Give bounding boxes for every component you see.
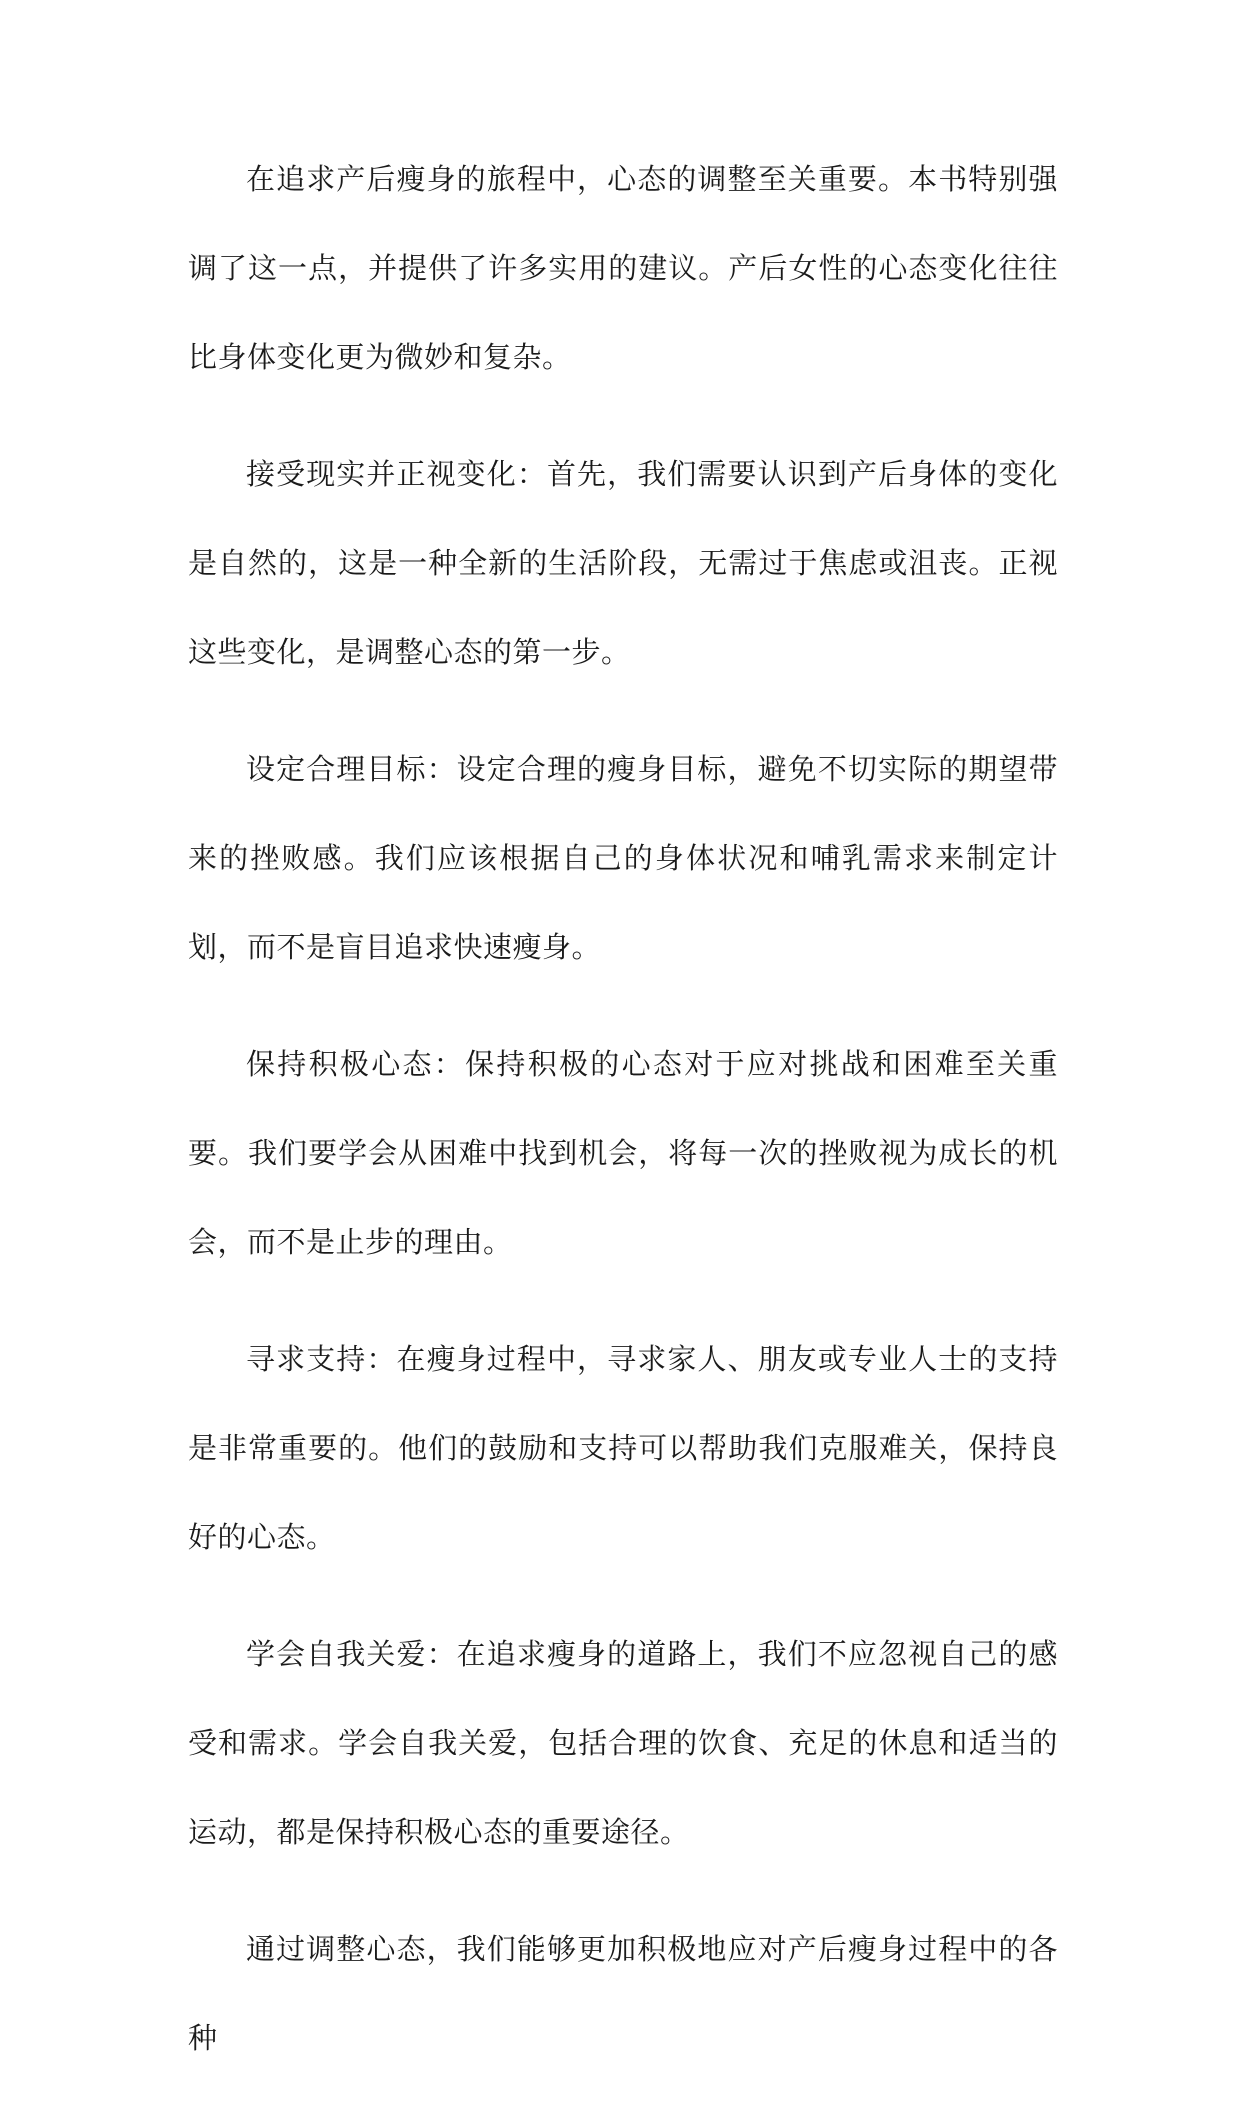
paragraph-mindset-intro: 在追求产后瘦身的旅程中，心态的调整至关重要。本书特别强调了这一点，并提供了许多实用的建议。产后女性的心态变化往往比身体变化更为微妙和复杂。 — [188, 162, 1058, 374]
paragraph-conclusion: 通过调整心态，我们能够更加积极地应对产后瘦身过程中的各种 — [188, 1932, 1058, 2055]
document-body — [188, 135, 1058, 2111]
paragraph-accept-reality: 接受现实并正视变化：首先，我们需要认识到产后身体的变化是自然的，这是一种全新的生活阶段，无需过于焦虑或沮丧。正视这些变化，是调整心态的第一步。 — [188, 457, 1058, 669]
paragraph-seek-support: 寻求支持：在瘦身过程中，寻求家人、朋友或专业人士的支持是非常重要的。他们的鼓励和支持可以帮助我们克服难关，保持良好的心态。 — [188, 1342, 1058, 1554]
paragraph-set-goals: 设定合理目标：设定合理的瘦身目标，避免不切实际的期望带来的挫败感。我们应该根据自己的身体状况和哺乳需求来制定计划，而不是盲目追求快速瘦身。 — [188, 752, 1058, 964]
paragraph-positive-mindset: 保持积极心态：保持积极的心态对于应对挑战和困难至关重要。我们要学会从困难中找到机会，将每一次的挫败视为成长的机会，而不是止步的理由。 — [188, 1047, 1058, 1259]
paragraph-self-care: 学会自我关爱：在追求瘦身的道路上，我们不应忽视自己的感受和需求。学会自我关爱，包括合理的饮食、充足的休息和适当的运动，都是保持积极心态的重要途径。 — [188, 1637, 1058, 1849]
